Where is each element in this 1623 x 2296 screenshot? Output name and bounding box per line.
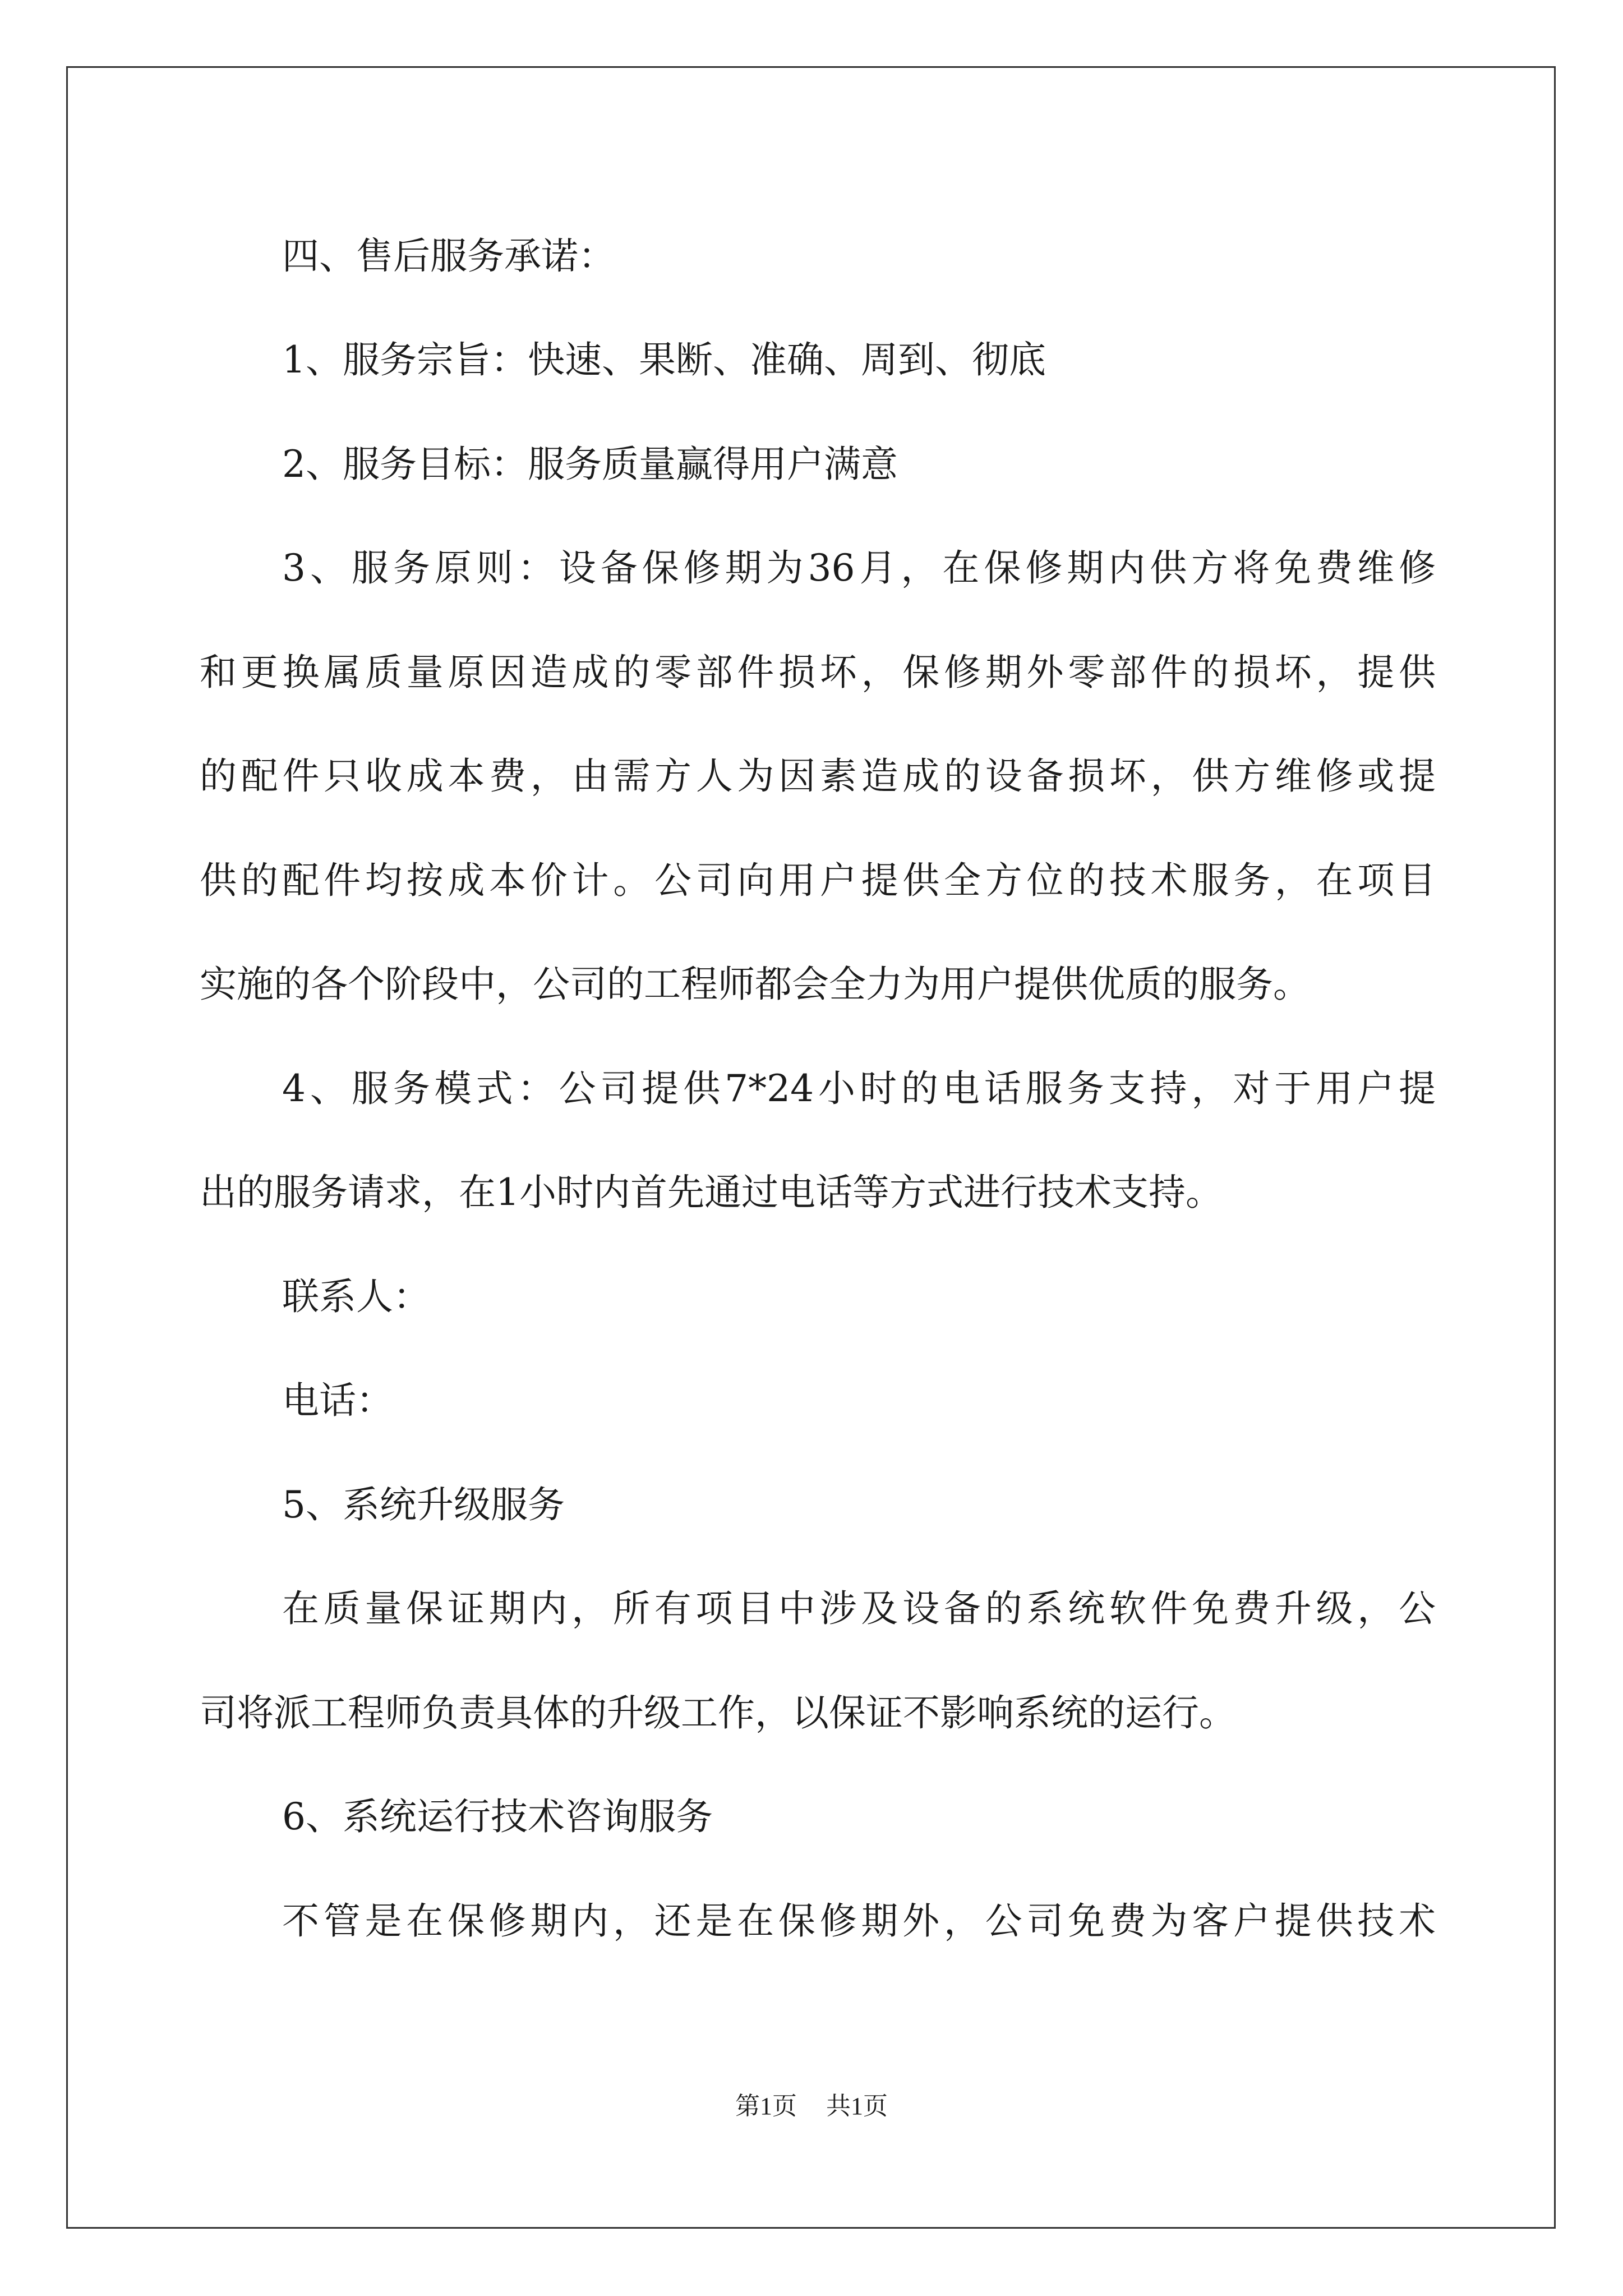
section-heading: 5、系统升级服务 [282,1483,565,1526]
paragraph-line: 和更换属质量原因造成的零部件损坏，保修期外零部件的损坏，提供 [200,651,1436,694]
page-number-total: 共1页 [826,2092,888,2120]
paragraph-line: 2、服务目标：服务质量赢得用户满意 [282,443,898,486]
paragraph-line: 实施的各个阶段中，公司的工程师都会全力为用户提供优质的服务。 [200,963,1310,1006]
paragraph-line: 供的配件均按成本价计。公司向用户提供全方位的技术服务，在项目 [200,859,1436,902]
paragraph-line: 不管是在保修期内，还是在保修期外，公司免费为客户提供技术 [282,1899,1436,1943]
paragraph-line: 司将派工程师负责具体的升级工作，以保证不影响系统的运行。 [200,1691,1236,1734]
paragraph-line: 出的服务请求，在1小时内首先通过电话等方式进行技术支持。 [200,1171,1223,1214]
page-number-current: 第1页 [735,2092,797,2120]
section-heading: 6、系统运行技术咨询服务 [282,1795,713,1838]
paragraph-line: 3、服务原则：设备保修期为36月，在保修期内供方将免费维修 [282,546,1436,590]
paragraph-line: 1、服务宗旨：快速、果断、准确、周到、彻底 [282,338,1046,381]
contact-person-label: 联系人： [282,1275,430,1318]
page-footer [0,2090,1623,2123]
phone-label: 电话： [282,1379,393,1422]
paragraph-line: 在质量保证期内，所有项目中涉及设备的系统软件免费升级，公 [282,1587,1436,1630]
paragraph-line: 4、服务模式：公司提供7*24小时的电话服务支持，对于用户提 [282,1067,1436,1110]
section-heading: 四、售后服务承诺： [282,234,615,278]
paragraph-line: 的配件只收成本费，由需方人为因素造成的设备损坏，供方维修或提 [200,754,1436,798]
